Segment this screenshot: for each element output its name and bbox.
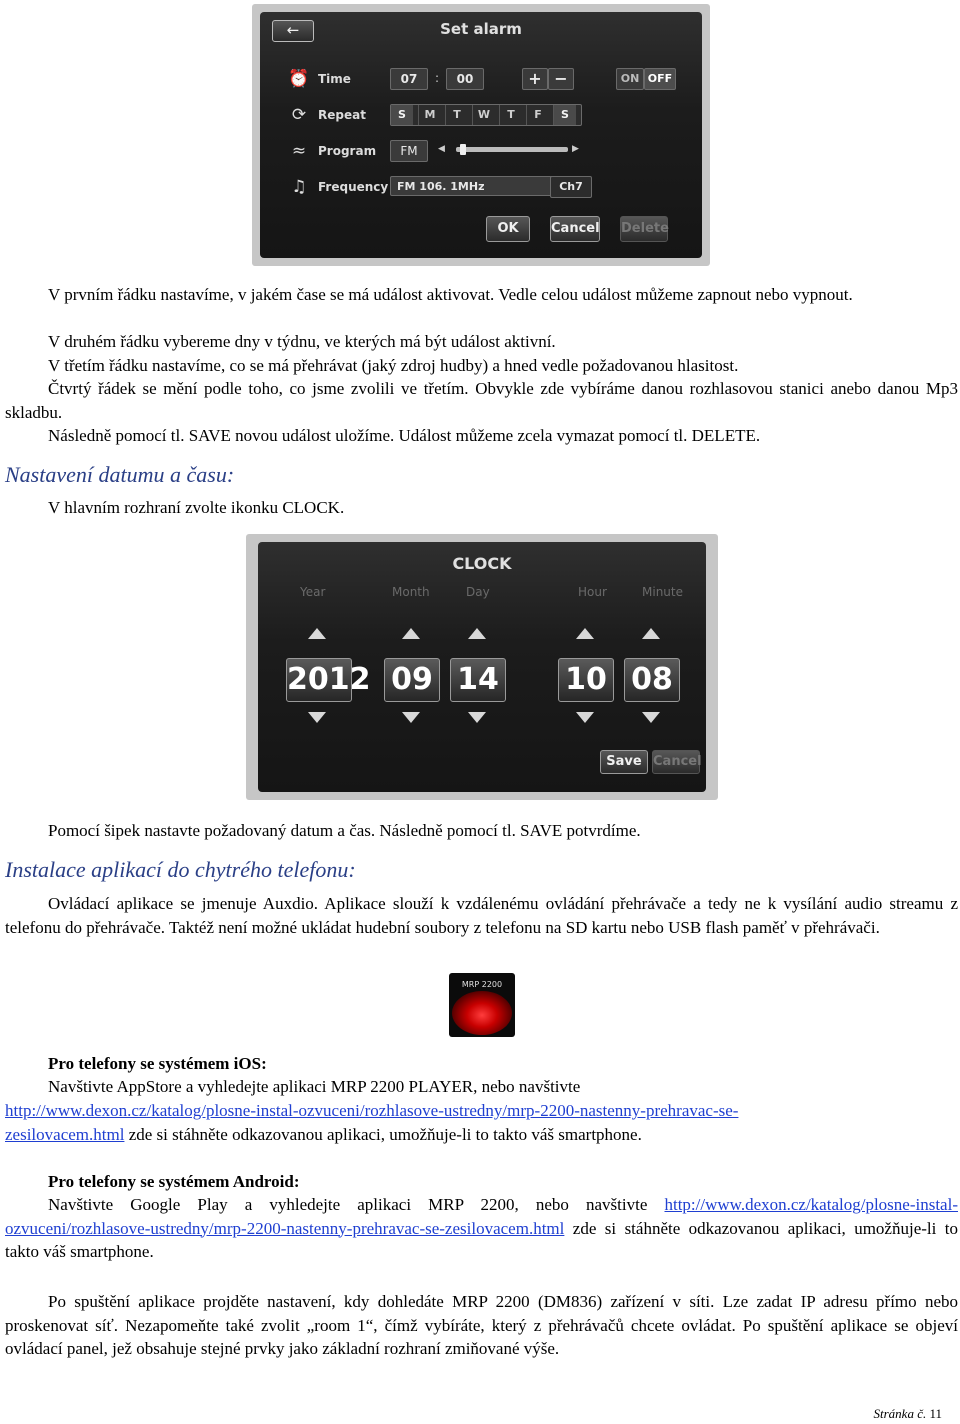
hour-field[interactable]: 07: [390, 68, 428, 90]
month-down-arrow-icon[interactable]: [402, 712, 420, 723]
android-instructions: Navštivte Google Play a vyhledejte aplikaci MRP 2200, nebo navštivte http://www.dexon.cz/katalog/plosne-instal-ozvuceni/rozhlasove-ustredny/mrp-2200-nastenny-prehravac-se-zesilovacem.html zde si stáhněte odkazovanou aplikaci, umožňuje-li to takto váš smartphone.: [5, 1195, 958, 1261]
mrp-2200-app-icon: [449, 973, 515, 1037]
frequency-label: Frequency: [318, 180, 389, 194]
program-label: Program: [318, 144, 377, 158]
channel-field[interactable]: Ch7: [550, 176, 592, 198]
repeat-icon: ⟳: [291, 105, 307, 125]
ios-link-line: [5, 1099, 738, 1122]
save-button[interactable]: Save: [600, 750, 648, 774]
ios-link[interactable]: http://www.dexon.cz/katalog/plosne-instal-ozvuceni/rozhlasove-ustredny/mrp-2200-nastenny-prehravac-se-: [5, 1101, 739, 1120]
screen-title: CLOCK: [452, 554, 512, 573]
paragraph-auxdio: Ovládací aplikace se jmenuje Auxdio. Aplikace slouží k vzdálenému ovládání přehrávače a tedy ne k vysílání audio streamu z telefonu do přehrávače. Taktéž není možné ukládat hudební soubory z telefonu na SD kartu nebo USB flash paměť v přehrávači.: [5, 894, 958, 937]
minute-up-arrow-icon[interactable]: [642, 628, 660, 639]
year-down-arrow-icon[interactable]: [308, 712, 326, 723]
clock-screen: [258, 542, 706, 792]
plus-button[interactable]: +: [522, 68, 548, 90]
month-value: 09: [384, 658, 440, 702]
weekday-selector: [390, 104, 582, 126]
android-heading: Pro telefony se systémem Android:: [48, 1172, 300, 1191]
app-icon-label: MRP 2200: [461, 980, 503, 989]
hour-up-arrow-icon[interactable]: [576, 628, 594, 639]
day-thursday[interactable]: T: [499, 105, 522, 125]
page-footer: Stránka č. 11: [873, 1406, 942, 1421]
paragraph-time-row: V prvním řádku nastavíme, v jakém čase se má událost aktivovat. Vedle celou událost můžeme zapnout nebo vypnout.: [48, 285, 853, 304]
volume-up-icon[interactable]: ▶: [572, 144, 579, 154]
paragraph-save-delete: Následně pomocí tl. SAVE novou událost uložíme. Událost můžeme zcela vymazat pomocí tl. DELETE.: [48, 426, 761, 445]
day-sunday[interactable]: S: [391, 105, 413, 125]
screen-title: Set alarm: [440, 20, 522, 38]
volume-slider[interactable]: [456, 147, 568, 152]
paragraph-app-setup: Po spuštění aplikace projděte nastavení, kdy dohledáte MRP 2200 (DM836) zařízení v síti. Lze zadat IP adresu přímo nebo proskenovat síť. Nezapomeňte také zvolit „room 1“, čímž vybíráte, který z přehrávačů chcete ovládat. Po spuštění aplikace se objeví ovládací panel, jež obsahuje stejné prvky jako základní rozhraní zmiňované výše.: [5, 1292, 958, 1358]
android-link[interactable]: http://www.dexon.cz/katalog/plosne-: [664, 1195, 916, 1214]
day-label: Day: [466, 585, 490, 599]
minute-label: Minute: [642, 585, 683, 599]
day-up-arrow-icon[interactable]: [468, 628, 486, 639]
ios-link-line-2: zesilovacem.html zde si stáhněte odkazovanou aplikaci, umožňuje-li to takto váš smartphone.: [5, 1125, 642, 1144]
paragraph-days-row: V druhém řádku vybereme dny v týdnu, ve kterých má být událost aktivní.: [48, 332, 556, 351]
cancel-button[interactable]: Cancel: [550, 216, 600, 242]
volume-slider-handle[interactable]: [460, 144, 466, 155]
set-alarm-screenshot: [252, 4, 710, 266]
month-label: Month: [392, 585, 430, 599]
month-up-arrow-icon[interactable]: [402, 628, 420, 639]
minute-down-arrow-icon[interactable]: [642, 712, 660, 723]
frequency-field[interactable]: FM 106. 1MHz: [390, 176, 580, 196]
hour-label: Hour: [578, 585, 607, 599]
speaker-glow-icon: [452, 991, 512, 1035]
day-down-arrow-icon[interactable]: [468, 712, 486, 723]
cancel-button[interactable]: Cancel: [652, 750, 700, 774]
ios-instructions: Navštivte AppStore a vyhledejte aplikaci MRP 2200 PLAYER, nebo navštivte: [48, 1077, 581, 1096]
year-up-arrow-icon[interactable]: [308, 628, 326, 639]
year-label: Year: [300, 585, 326, 599]
ok-button[interactable]: OK: [486, 216, 530, 242]
day-monday[interactable]: M: [418, 105, 441, 125]
on-toggle[interactable]: ON: [616, 68, 644, 90]
day-saturday[interactable]: S: [553, 105, 576, 125]
music-note-icon: ♫: [291, 177, 307, 197]
paragraph-arrows-save: Pomocí šipek nastavte požadovaný datum a čas. Následně pomocí tl. SAVE potvrdíme.: [48, 821, 641, 840]
wifi-icon: ≈: [291, 141, 307, 161]
day-friday[interactable]: F: [526, 105, 549, 125]
alarm-clock-icon: ⏰: [288, 69, 310, 89]
minute-value: 08: [624, 658, 680, 702]
day-value: 14: [450, 658, 506, 702]
paragraph-fourth-row: Čtvrtý řádek se mění podle toho, co jsme zvolili ve třetím. Obvykle zde vybíráme danou rozhlasovou stanici anebo danou Mp3 skladbu.: [5, 379, 958, 422]
set-alarm-screen: [260, 12, 702, 258]
repeat-label: Repeat: [318, 108, 366, 122]
paragraph-program-row: V třetím řádku nastavíme, co se má přehrávat (jaký zdroj hudby) a hned vedle požadovanou hlasitost.: [48, 356, 739, 375]
hour-down-arrow-icon[interactable]: [576, 712, 594, 723]
delete-button[interactable]: Delete: [620, 216, 668, 242]
time-separator: :: [434, 71, 440, 85]
minute-field[interactable]: 00: [446, 68, 484, 90]
time-label: Time: [318, 72, 351, 86]
clock-screenshot: [246, 534, 718, 800]
year-value: 2012: [286, 658, 352, 702]
program-source[interactable]: FM: [390, 140, 428, 162]
back-button[interactable]: ←: [272, 20, 314, 42]
hour-value: 10: [558, 658, 614, 702]
day-wednesday[interactable]: W: [472, 105, 495, 125]
paragraph-clock-icon: V hlavním rozhraní zvolte ikonku CLOCK.: [48, 498, 345, 517]
android-link-continued[interactable]: instal-ozvuceni/rozhlasove-ustredny/mrp-2200-nastenny-prehravac-se-zesilovacem.html: [5, 1195, 958, 1238]
volume-down-icon[interactable]: ◀: [438, 144, 445, 154]
off-toggle[interactable]: OFF: [644, 68, 676, 90]
heading-date-time: Nastavení datumu a času:: [5, 462, 235, 487]
ios-heading: Pro telefony se systémem iOS:: [48, 1054, 267, 1073]
heading-smartphone-apps: Instalace aplikací do chytrého telefonu:: [5, 857, 356, 882]
minus-button[interactable]: −: [548, 68, 574, 90]
day-tuesday[interactable]: T: [445, 105, 468, 125]
ios-link-continued[interactable]: zesilovacem.html: [5, 1125, 125, 1144]
